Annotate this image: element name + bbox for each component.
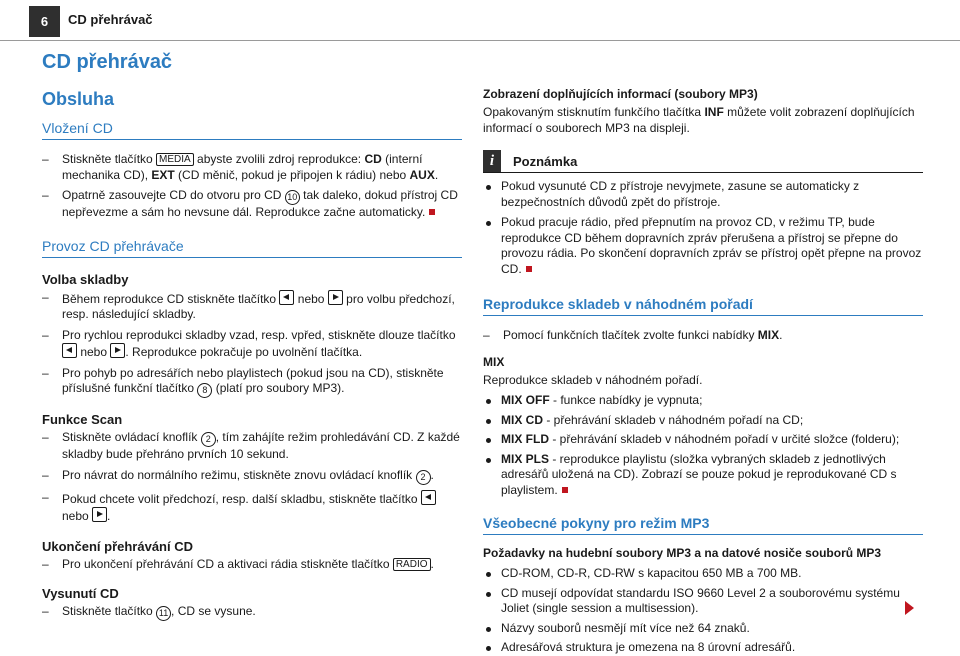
end-marker-icon: [429, 209, 435, 215]
requirement-item: CD-ROM, CD-R, CD-RW s kapacitou 650 MB a 700 MB.: [483, 566, 923, 582]
heading-vlozeni-cd: Vložení CD: [42, 119, 462, 140]
radio-key: RADIO: [393, 558, 431, 571]
instruction-track-3: – Pro pohyb po adresářích nebo playlistech (pokud jsou na CD), stiskněte příslušné funkční tlačítko 8 (platí pro soubory MP3).: [42, 366, 462, 399]
heading-vysunuti: Vysunutí CD: [42, 586, 119, 601]
mix-option: MIX PLS - reprodukce playlistu (složka vybraných skladeb z jednotlivých adresářů uložená na CD). Zobrazí se pouze pokud je reprodukované CD s playlistem.: [483, 452, 923, 499]
requirement-item: Názvy souborů nesmějí mít více než 64 znaků.: [483, 621, 923, 637]
note-title: Poznámka: [483, 152, 923, 173]
instruction-scan-1: – Stiskněte ovládací knoflík 2 , tím zahájíte režim prohledávání CD. Z každé skladby bude přehráno prvních 10 sekund.: [42, 430, 462, 463]
instruction-track-2: – Pro rychlou reprodukci skladby vzad, resp. vpřed, stiskněte dlouze tlačítko nebo . Reprodukce pokračuje po uvolnění tlačítka.: [42, 328, 462, 361]
end-marker-icon: [562, 487, 568, 493]
right-column: [483, 86, 923, 656]
next-track-icon: [110, 343, 125, 358]
next-page-arrow-icon: [905, 601, 914, 615]
next-track-icon: [328, 290, 343, 305]
instruction-scan-3: – Pokud chcete volit předchozí, resp. další skladbu, stiskněte tlačítko nebo .: [42, 490, 462, 525]
instruction-scan-2: – Pro návrat do normálního režimu, stiskněte znovu ovládací knoflík 2 .: [42, 468, 462, 485]
prev-track-icon: [421, 490, 436, 505]
knob-badge: 2: [201, 432, 216, 447]
instruction-track-1: – Během reprodukce CD stiskněte tlačítko nebo pro volbu předchozí, resp. následující skladby.: [42, 290, 462, 323]
page-number: 6: [29, 6, 60, 37]
instruction-eject: – Stiskněte tlačítko 11 , CD se vysune.: [42, 604, 462, 621]
function-key-badge: 8: [197, 383, 212, 398]
note-box: [483, 150, 923, 277]
next-track-icon: [92, 507, 107, 522]
mix-option: MIX CD - přehrávání skladeb v náhodném pořadí na CD;: [483, 413, 923, 429]
mix-option: MIX OFF - funkce nabídky je vypnuta;: [483, 393, 923, 409]
header-title: CD přehrávač: [68, 12, 153, 27]
info-icon: i: [483, 150, 501, 172]
mix-option: MIX FLD - přehrávání skladeb v náhodném pořadí v určité složce (folderu);: [483, 432, 923, 448]
note-item: Pokud pracuje rádio, před přepnutím na provoz CD, v režimu TP, bude reprodukce CD během dopravních zpráv přerušena a přístroj se přepne do provozu rádia. Po skončení dopravních zpráv se přístroj opět přepne na provoz CD.: [483, 215, 923, 277]
heading-mp3-info: Zobrazení doplňujících informací (soubory MP3): [483, 87, 758, 101]
heading-funkce-scan: Funkce Scan: [42, 412, 123, 427]
requirement-item: Adresářová struktura je omezena na 8 úrovní adresářů.: [483, 640, 923, 656]
heading-ukonceni: Ukončení přehrávání CD: [42, 538, 193, 554]
page-header: [0, 0, 960, 41]
instruction-insert-1: – Stiskněte tlačítko MEDIA abyste zvolili zdroj reprodukce: CD (interní mechanika CD), EXT (CD měnič, pokud je připojen k rádiu) nebo AUX.: [42, 152, 462, 183]
main-title: CD přehrávač: [42, 51, 173, 73]
heading-provoz: Provoz CD přehrávače: [42, 237, 462, 258]
section-title-obsluha: Obsluha: [42, 89, 115, 109]
note-item: Pokud vysunuté CD z přístroje nevyjmete, zasune se automaticky z bezpečnostních důvodů zpět do přístroje.: [483, 179, 923, 210]
heading-requirements: Požadavky na hudební soubory MP3 a na datové nosiče souborů MP3: [483, 546, 882, 560]
heading-mp3-general: Všeobecné pokyny pro režim MP3: [483, 514, 923, 535]
end-marker-icon: [526, 266, 532, 272]
heading-volba-skladby: Volba skladby: [42, 271, 129, 287]
heading-random: Reprodukce skladeb v náhodném pořadí: [483, 295, 923, 316]
knob-badge: 2: [416, 470, 431, 485]
prev-track-icon: [62, 343, 77, 358]
slot-number-badge: 10: [285, 190, 300, 205]
instruction-random: – Pomocí funkčních tlačítek zvolte funkci nabídky MIX.: [483, 328, 923, 344]
heading-mix: MIX: [483, 354, 505, 369]
requirement-item: CD musejí odpovídat standardu ISO 9660 Level 2 a souborovému systému Joliet (single session a multisession).: [483, 586, 923, 617]
prev-track-icon: [279, 290, 294, 305]
mix-description: Reprodukce skladeb v náhodném pořadí.: [483, 372, 703, 387]
left-column: [42, 48, 462, 621]
instruction-insert-2: – Opatrně zasouvejte CD do otvoru pro CD 10 tak daleko, dokud přístroj CD nepřevezme a sám ho nevsune dál. Reprodukce začne automaticky.: [42, 188, 462, 221]
eject-key-badge: 11: [156, 606, 171, 621]
mp3-info-text: Opakovaným stisknutím funkčího tlačítka INF můžete volit zobrazení doplňujících informací o souborech MP3 na displeji.: [483, 105, 915, 135]
instruction-stop: – Pro ukončení přehrávání CD a aktivaci rádia stiskněte tlačítko RADIO .: [42, 557, 462, 573]
media-key: MEDIA: [156, 153, 194, 166]
